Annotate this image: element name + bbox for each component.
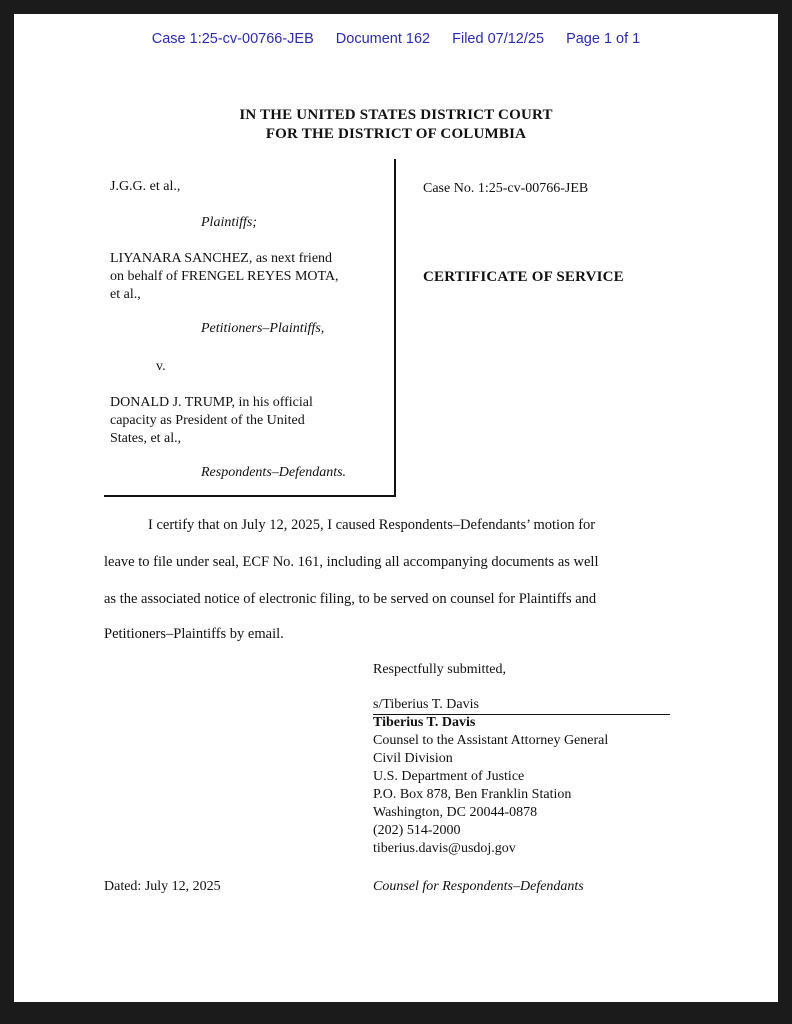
caption-versus: v. xyxy=(156,359,166,374)
signer-department: U.S. Department of Justice xyxy=(373,769,525,784)
caption-plaintiffs: J.G.G. et al., xyxy=(110,179,181,194)
caption-plaintiffs-role: Plaintiffs; xyxy=(201,215,257,230)
header-filed-date: Filed 07/12/25 xyxy=(452,31,545,47)
signer-division: Civil Division xyxy=(373,751,453,766)
caption-petitioner-line3: et al., xyxy=(110,287,141,302)
header-case-number: Case 1:25-cv-00766-JEB xyxy=(151,31,314,47)
case-number: Case No. 1:25-cv-00766-JEB xyxy=(423,181,589,196)
caption-petitioner-line1: LIYANARA SANCHEZ, as next friend xyxy=(110,251,333,266)
signer-address-line2: Washington, DC 20044-0878 xyxy=(373,805,538,820)
caption-petitioner-line2: on behalf of FRENGEL REYES MOTA, xyxy=(110,269,339,284)
header-page-count: Page 1 of 1 xyxy=(566,31,641,47)
body-line-1: I certify that on July 12, 2025, I caused Respondents–Defendants’ motion for xyxy=(148,517,596,533)
signer-role: Counsel for Respondents–Defendants xyxy=(373,879,584,894)
caption-respondent-role: Respondents–Defendants. xyxy=(201,465,347,480)
signer-name: Tiberius T. Davis xyxy=(373,715,476,730)
signer-address-line1: P.O. Box 878, Ben Franklin Station xyxy=(373,787,572,802)
caption-respondent-line2: capacity as President of the United xyxy=(110,413,305,428)
document-page xyxy=(14,14,778,1002)
closing: Respectfully submitted, xyxy=(373,662,506,677)
header-document-number: Document 162 xyxy=(335,31,431,47)
body-line-3: as the associated notice of electronic filing, to be served on counsel for Plaintiffs and xyxy=(104,591,597,607)
caption-petitioner-role: Petitioners–Plaintiffs, xyxy=(201,321,325,336)
dated-line: Dated: July 12, 2025 xyxy=(104,879,221,894)
signature-line xyxy=(373,696,670,715)
document-title: CERTIFICATE OF SERVICE xyxy=(423,269,624,285)
body-line-2: leave to file under seal, ECF No. 161, including all accompanying documents as well xyxy=(104,554,599,570)
caption-respondent-line3: States, et al., xyxy=(110,431,182,446)
signer-email: tiberius.davis@usdoj.gov xyxy=(373,841,516,856)
court-heading-line2: FOR THE DISTRICT OF COLUMBIA xyxy=(265,126,527,142)
electronic-signature: s/Tiberius T. Davis xyxy=(373,697,479,712)
signer-title: Counsel to the Assistant Attorney General xyxy=(373,733,609,748)
court-heading-line1: IN THE UNITED STATES DISTRICT COURT xyxy=(239,107,553,123)
caption-respondent-line1: DONALD J. TRUMP, in his official xyxy=(110,395,313,410)
ecf-header xyxy=(14,31,778,47)
court-heading xyxy=(14,106,778,144)
signer-phone: (202) 514-2000 xyxy=(373,823,461,838)
body-line-4: Petitioners–Plaintiffs by email. xyxy=(104,626,284,642)
